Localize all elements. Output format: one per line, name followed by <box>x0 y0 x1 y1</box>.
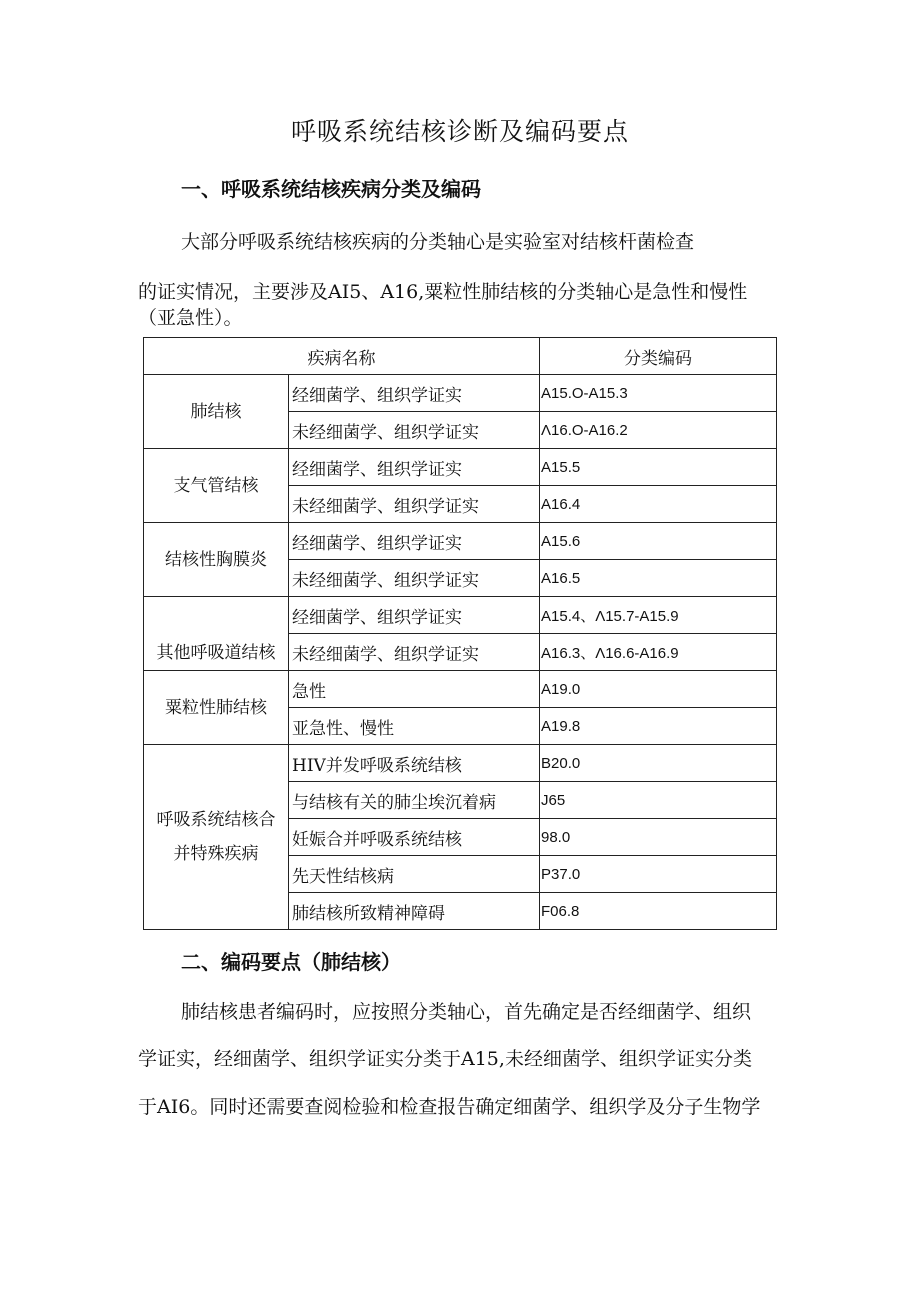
paragraph-line: （亚急性）。 <box>138 307 243 329</box>
paragraph-line: 于AI6。同时还需要查阅检验和检查报告确定细菌学、组织学及分子生物学 <box>138 1096 761 1118</box>
desc-cell: 妊娠合并呼吸系统结核 <box>289 819 540 856</box>
section-heading-coding-points: 二、编码要点（肺结核） <box>181 950 401 974</box>
classification-table <box>143 337 777 930</box>
category-label: 其他呼吸道结核 <box>156 643 276 663</box>
section-heading-classification: 一、呼吸系统结核疾病分类及编码 <box>181 177 481 201</box>
code-cell: A15.6 <box>540 523 777 560</box>
category-label: 粟粒性肺结核 <box>165 697 267 718</box>
code-cell: B20.0 <box>540 745 777 782</box>
category-cell <box>144 597 289 671</box>
code-cell: J65 <box>540 782 777 819</box>
category-cell <box>144 671 289 745</box>
paragraph-line: 学证实，经细菌学、组织学证实分类于A15,未经细菌学、组织学证实分类 <box>138 1048 752 1070</box>
desc-cell: 未经细菌学、组织学证实 <box>289 486 540 523</box>
code-cell: A15.4、Λ15.7-A15.9 <box>540 597 777 634</box>
paragraph-line: 的证实情况，主要涉及AI5、A16,粟粒性肺结核的分类轴心是急性和慢性 <box>138 281 748 303</box>
category-cell <box>144 523 289 597</box>
desc-cell: HIV并发呼吸系统结核 <box>289 745 540 782</box>
code-cell: A15.O-A15.3 <box>540 375 777 412</box>
code-cell: F06.8 <box>540 893 777 930</box>
category-cell <box>144 745 289 930</box>
desc-cell: 先天性结核病 <box>289 856 540 893</box>
code-cell: A16.3、Λ16.6-A16.9 <box>540 634 777 671</box>
desc-cell: 肺结核所致精神障碍 <box>289 893 540 930</box>
code-cell: 98.0 <box>540 819 777 856</box>
desc-cell: 与结核有关的肺尘埃沉着病 <box>289 782 540 819</box>
code-cell: A19.0 <box>540 671 777 708</box>
paragraph-line: 肺结核患者编码时，应按照分类轴心，首先确定是否经细菌学、组织 <box>181 1001 752 1023</box>
page-title: 呼吸系统结核诊断及编码要点 <box>290 117 629 146</box>
desc-cell: 未经细菌学、组织学证实 <box>289 634 540 671</box>
desc-cell: 经细菌学、组织学证实 <box>289 597 540 634</box>
desc-cell: 经细菌学、组织学证实 <box>289 523 540 560</box>
code-cell: A16.5 <box>540 560 777 597</box>
category-cell <box>144 375 289 449</box>
code-cell: A16.4 <box>540 486 777 523</box>
paragraph-line: 大部分呼吸系统结核疾病的分类轴心是实验室对结核杆菌检查 <box>181 231 695 253</box>
category-label: 肺结核 <box>190 401 242 422</box>
desc-cell: 经细菌学、组织学证实 <box>289 375 540 412</box>
header-disease-name: 疾病名称 <box>144 338 540 375</box>
desc-cell: 未经细菌学、组织学证实 <box>289 412 540 449</box>
code-cell: A19.8 <box>540 708 777 745</box>
desc-cell: 未经细菌学、组织学证实 <box>289 560 540 597</box>
category-cell <box>144 449 289 523</box>
code-cell: P37.0 <box>540 856 777 893</box>
category-label: 支气管结核 <box>173 475 259 496</box>
header-code: 分类编码 <box>540 338 777 375</box>
desc-cell: 急性 <box>289 671 540 708</box>
category-label: 结核性胸膜炎 <box>165 549 267 570</box>
code-cell: A15.5 <box>540 449 777 486</box>
code-cell: Λ16.O-A16.2 <box>540 412 777 449</box>
desc-cell: 经细菌学、组织学证实 <box>289 449 540 486</box>
desc-cell: 亚急性、慢性 <box>289 708 540 745</box>
category-label: 呼吸系统结核合 <box>156 810 276 830</box>
category-label: 并特殊疾病 <box>173 844 259 864</box>
